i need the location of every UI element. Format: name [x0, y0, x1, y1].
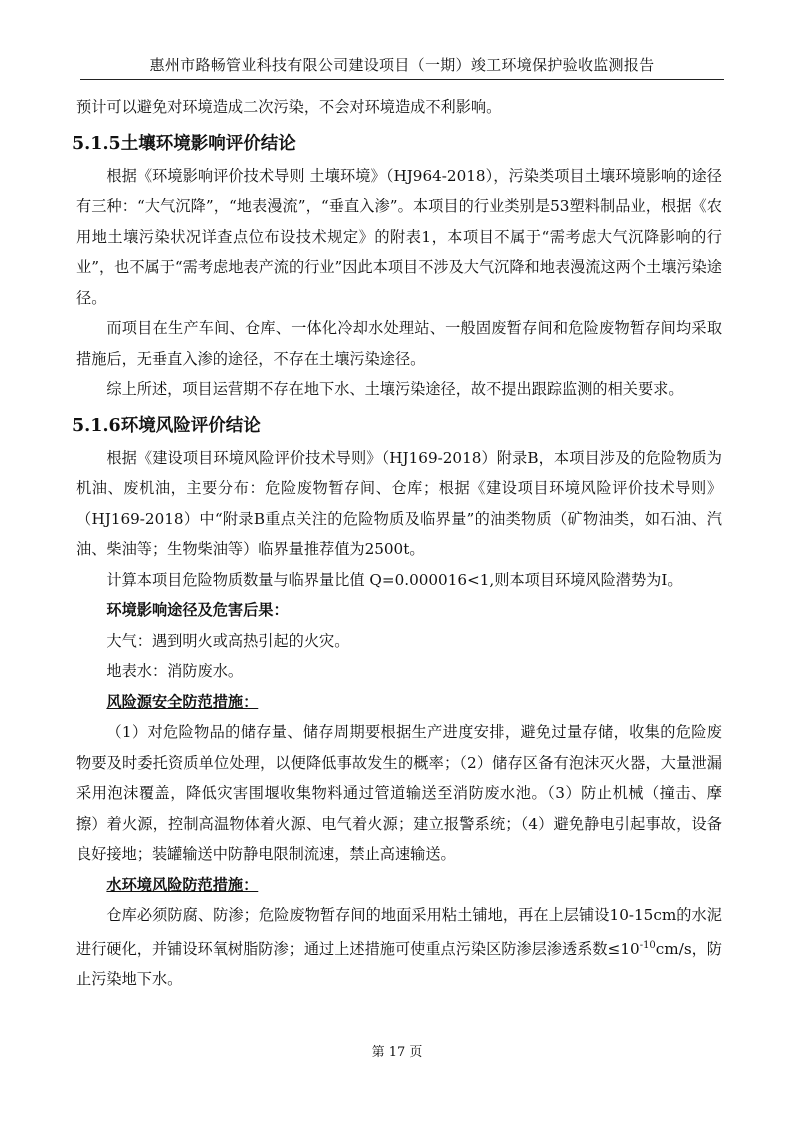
- paragraph: 根据《建设项目环境风险评价技术导则》（HJ169-2018）附录B，本项目涉及的危险物质为机油、废机油，主要分布：危险废物暂存间、仓库；根据《建设项目环境风险评价技术导则》（HJ169-2018）中“附录B重点关注的危险物质及临界量”的油类物质（矿物油类，如石油、汽油、柴油等；生物柴油等）临界量推荐值为2500t。: [76, 448, 722, 558]
- paragraph: 而项目在生产车间、仓库、一体化冷却水处理站、一般固废暂存间和危险废物暂存间均采取措施后，无垂直入渗的途径，不存在土壤污染途径。: [76, 319, 722, 368]
- exponent: -10: [639, 939, 656, 951]
- section-heading-5-1-6: [72, 409, 722, 443]
- section-title: 环境风险评价结论: [120, 415, 261, 436]
- document-body: [72, 92, 722, 995]
- subheading-text: 环境影响途径及危害后果：: [106, 601, 289, 619]
- paragraph: 根据《环境影响评价技术导则 土壤环境》（HJ964-2018），污染类项目土壤环境影响的途径有三种：“大气沉降”，“地表漫流”，“垂直入渗”。本项目的行业类别是53塑料制品业，根据《农用地土壤污染状况详查点位布设技术规定》的附表1，本项目不属于“需考虑大气沉降影响的行业”，也不属于“需考虑地表产流的行业”因此本项目不涉及大气沉降和地表漫流这两个土壤污染途径。: [76, 166, 722, 307]
- page-header: 惠州市路畅管业科技有限公司建设项目（一期）竣工环境保护验收监测报告: [80, 54, 724, 80]
- paragraph-text: 仓库必须防腐、防渗；危险废物暂存间的地面采用粘土铺地，再在上层铺设10-15cm的水泥进行硬化，并铺设环氧树脂防渗；通过上述措施可使重点污染区防渗层渗透系数≤10: [76, 906, 722, 958]
- subheading: [76, 870, 722, 901]
- section-number: 5.1.6: [72, 415, 121, 436]
- paragraph-text: cm/s，防止污染地下水。: [76, 939, 722, 989]
- section-number: 5.1.5: [72, 133, 121, 154]
- paragraph: 大气：遇到明火或高热引起的火灾。: [106, 631, 350, 650]
- paragraph: 综上所述，项目运营期不存在地下水、土壤污染途径，故不提出跟踪监测的相关要求。: [106, 380, 684, 398]
- subheading: [76, 595, 722, 626]
- paragraph: （1）对危险物品的储存量、储存周期要根据生产进度安排，避免过量存储，收集的危险废物要及时委托资质单位处理，以便降低事故发生的概率；（2）储存区备有泡沫灭火器，大量泄漏采用泡沫覆盖，降低灾害围堰收集物料通过管道输送至消防废水池。（3）防止机械（撞击、摩擦）着火源，控制高温物体着火源、电气着火源；建立报警系统；（4）避免静电引起事故，设备良好接地；装罐输送中防静电限制流速，禁止高速输送。: [76, 723, 722, 863]
- paragraph: 预计可以避免对环境造成二次污染，不会对环境造成不利影响。: [76, 98, 502, 116]
- section-heading-5-1-5: [72, 127, 722, 161]
- subheading-text: 水环境风险防范措施：: [106, 875, 259, 894]
- subheading: [76, 687, 722, 718]
- paragraph: 地表水：消防废水。: [106, 662, 244, 680]
- section-title: 土壤环境影响评价结论: [120, 133, 296, 154]
- subheading-text: 风险源安全防范措施：: [106, 692, 259, 711]
- paragraph: [76, 900, 722, 995]
- paragraph: 计算本项目危险物质数量与临界量比值 Q=0.000016<1,则本项目环境风险潜势为Ⅰ。: [106, 570, 683, 589]
- page-number: 第 17 页: [371, 1045, 423, 1060]
